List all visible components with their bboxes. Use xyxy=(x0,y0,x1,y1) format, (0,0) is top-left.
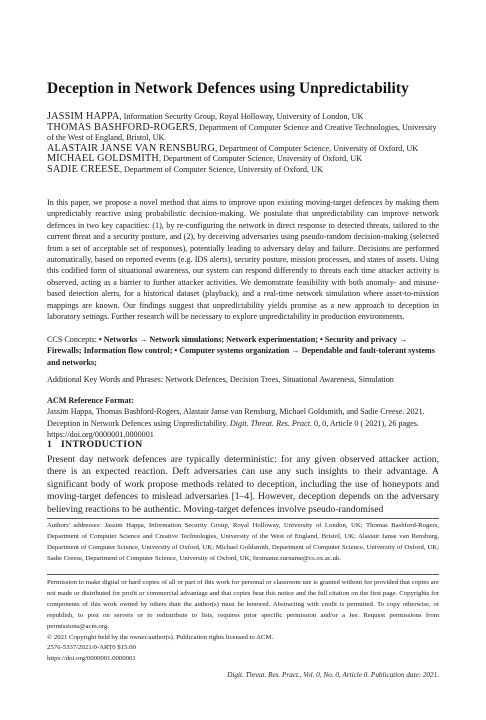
footnote-divider xyxy=(47,518,439,519)
section-heading xyxy=(47,439,439,450)
page-footer: Digit. Threat. Res. Pract., Vol. 0, No. 0, Article 0. Publication date: 2021. xyxy=(227,671,439,679)
keywords: Additional Key Words and Phrases: Network Defences, Decision Trees, Situational Awareness, Simulation xyxy=(47,375,394,384)
author-affiliation: , Information Security Group, Royal Holloway, University of London, UK xyxy=(119,112,364,121)
authors-address-footnote xyxy=(47,521,439,565)
paper-title: Deception in Network Defences using Unpredictability xyxy=(47,80,409,97)
copyright-line: © 2021 Copyright held by the owner/author(s). Publication rights licensed to ACM. xyxy=(47,633,274,641)
section-title: INTRODUCTION xyxy=(61,439,143,450)
acm-reference xyxy=(47,395,439,441)
authors-address: Authors' addresses: Jassim Happa, Information Security Group, Royal Holloway, University of London, UK; Thomas Bashford-Rogers, Department of Computer Science and Creative Technologies, University of the West of England, Bristol, UK; Alastair Janse van Rensburg, Department of Computer Science, University of Oxford, UK; Michael Goldsmith, Department of Computer Science, University of Oxford, UK; Sadie Creese, Department of Computer Science, University of Oxford, UK, firstname.surname@cs.ox.ac.uk. xyxy=(47,522,439,562)
acm-reference-journal: Digit. Threat. Res. Pract. xyxy=(229,418,312,428)
introduction-paragraph: Present day network defences are typically deterministic: for any given observed attacker action, there is an expected reaction. Deft adversaries can use any such insights to their advantage. A significant body of work propose methods related to deception, including the use of honeypots and moving-target defences to mislead adversaries [1–4]. However, deception depends on the adversary believing reactions to be authentic. Moving-target defences involve pseudo-randomised xyxy=(47,454,439,515)
ccs-concepts-list: • Networks → Network simulations; Network experimentation; • Security and privacy → Firewalls; Information flow control; • Computer systems organization → Dependable and fault-tolerant systems and networks; xyxy=(47,335,435,367)
issn-line: 2576-5337/2021/0-ART0 $15.00 xyxy=(47,644,136,652)
ccs-concepts xyxy=(47,334,439,368)
acm-reference-heading: ACM Reference Format: xyxy=(47,396,134,405)
author-name: ALASTAIR JANSE VAN RENSBURG xyxy=(47,142,216,154)
author-name: MICHAEL GOLDSMITH xyxy=(47,153,159,165)
author-affiliation: , Department of Computer Science, University of Oxford, UK xyxy=(119,164,323,174)
author-name: THOMAS BASHFORD-ROGERS xyxy=(47,121,195,133)
author-list xyxy=(47,112,439,176)
author-entry xyxy=(47,123,439,144)
acm-reference-text-tail: 0, 0, Article 0 ( 2021), 26 pages. https://doi.org/0000001.0000001 xyxy=(47,418,419,440)
author-entry xyxy=(47,165,439,176)
doi-link[interactable]: https://doi.org/0000001.0000001 xyxy=(47,655,136,663)
acm-reference-text: Jassim Happa, Thomas Bashford-Rogers, Alastair Janse van Rensburg, Michael Goldsmith, and Sadie Creese. 2021. Deception in Network Defences using Unpredictability. xyxy=(47,407,425,428)
section-number: 1 xyxy=(47,439,53,450)
permission-divider xyxy=(47,574,439,575)
author-affiliation: , Department of Computer Science, University of Oxford, UK xyxy=(158,154,363,164)
ccs-label: CCS Concepts: xyxy=(47,335,99,344)
permission-footnote xyxy=(47,578,439,665)
author-name: JASSIM HAPPA xyxy=(47,111,120,122)
author-affiliation: , Department of Computer Science and Creative Technologies, University of the West of England, Bristol, UK xyxy=(47,122,437,143)
abstract: In this paper, we propose a novel method that aims to improve upon existing moving-target defences by making them unpredictably reactive using probabilistic decision-making. We postulate that unpredictability can improve network defences in two key capacities: (1), by re-configuring the network in direct response to detected threats, tailored to the current threat and a security posture, and (2), by deceiving adversaries using pseudo-random decision-making (selected from a set of acceptable set of responses), potentially leading to adversary delay and failure. Decisions are performed automatically, based on reported events (e.g. IDS alerts), security posture, mission processes, and states of assets. Using this codified form of situational awareness, our system can respond differently to threats each time attacker activity is observed, acting as a barrier to further attacker activities. We demonstrate feasibility with both anomaly- and misuse-based detection alerts, for a historical dataset (playback), and a real-time network simulation where asset-to-mission mappings are known. Our findings suggest that unpredictability yields promise as a new approach to deception in laboratory settings. Further research will be necessary to explore unpredictability in production environments. xyxy=(47,198,439,322)
author-name: SADIE CREESE xyxy=(47,163,120,175)
author-affiliation: , Department of Computer Science, University of Oxford, UK xyxy=(215,143,419,153)
permission-notice: Permission to make digital or hard copies of all or part of this work for personal or classroom use is granted without fee provided that copies are not made or distributed for profit or commercial advantage and that copies bear this notice and the full citation on the first page. Copyrights for components of this work owned by others than the author(s) must be honored. Abstracting with credit is permitted. To copy otherwise, or republish, to post on servers or to redistribute to lists, requires prior specific permission and/or a fee. Request permissions from permissions@acm.org. xyxy=(47,579,439,630)
